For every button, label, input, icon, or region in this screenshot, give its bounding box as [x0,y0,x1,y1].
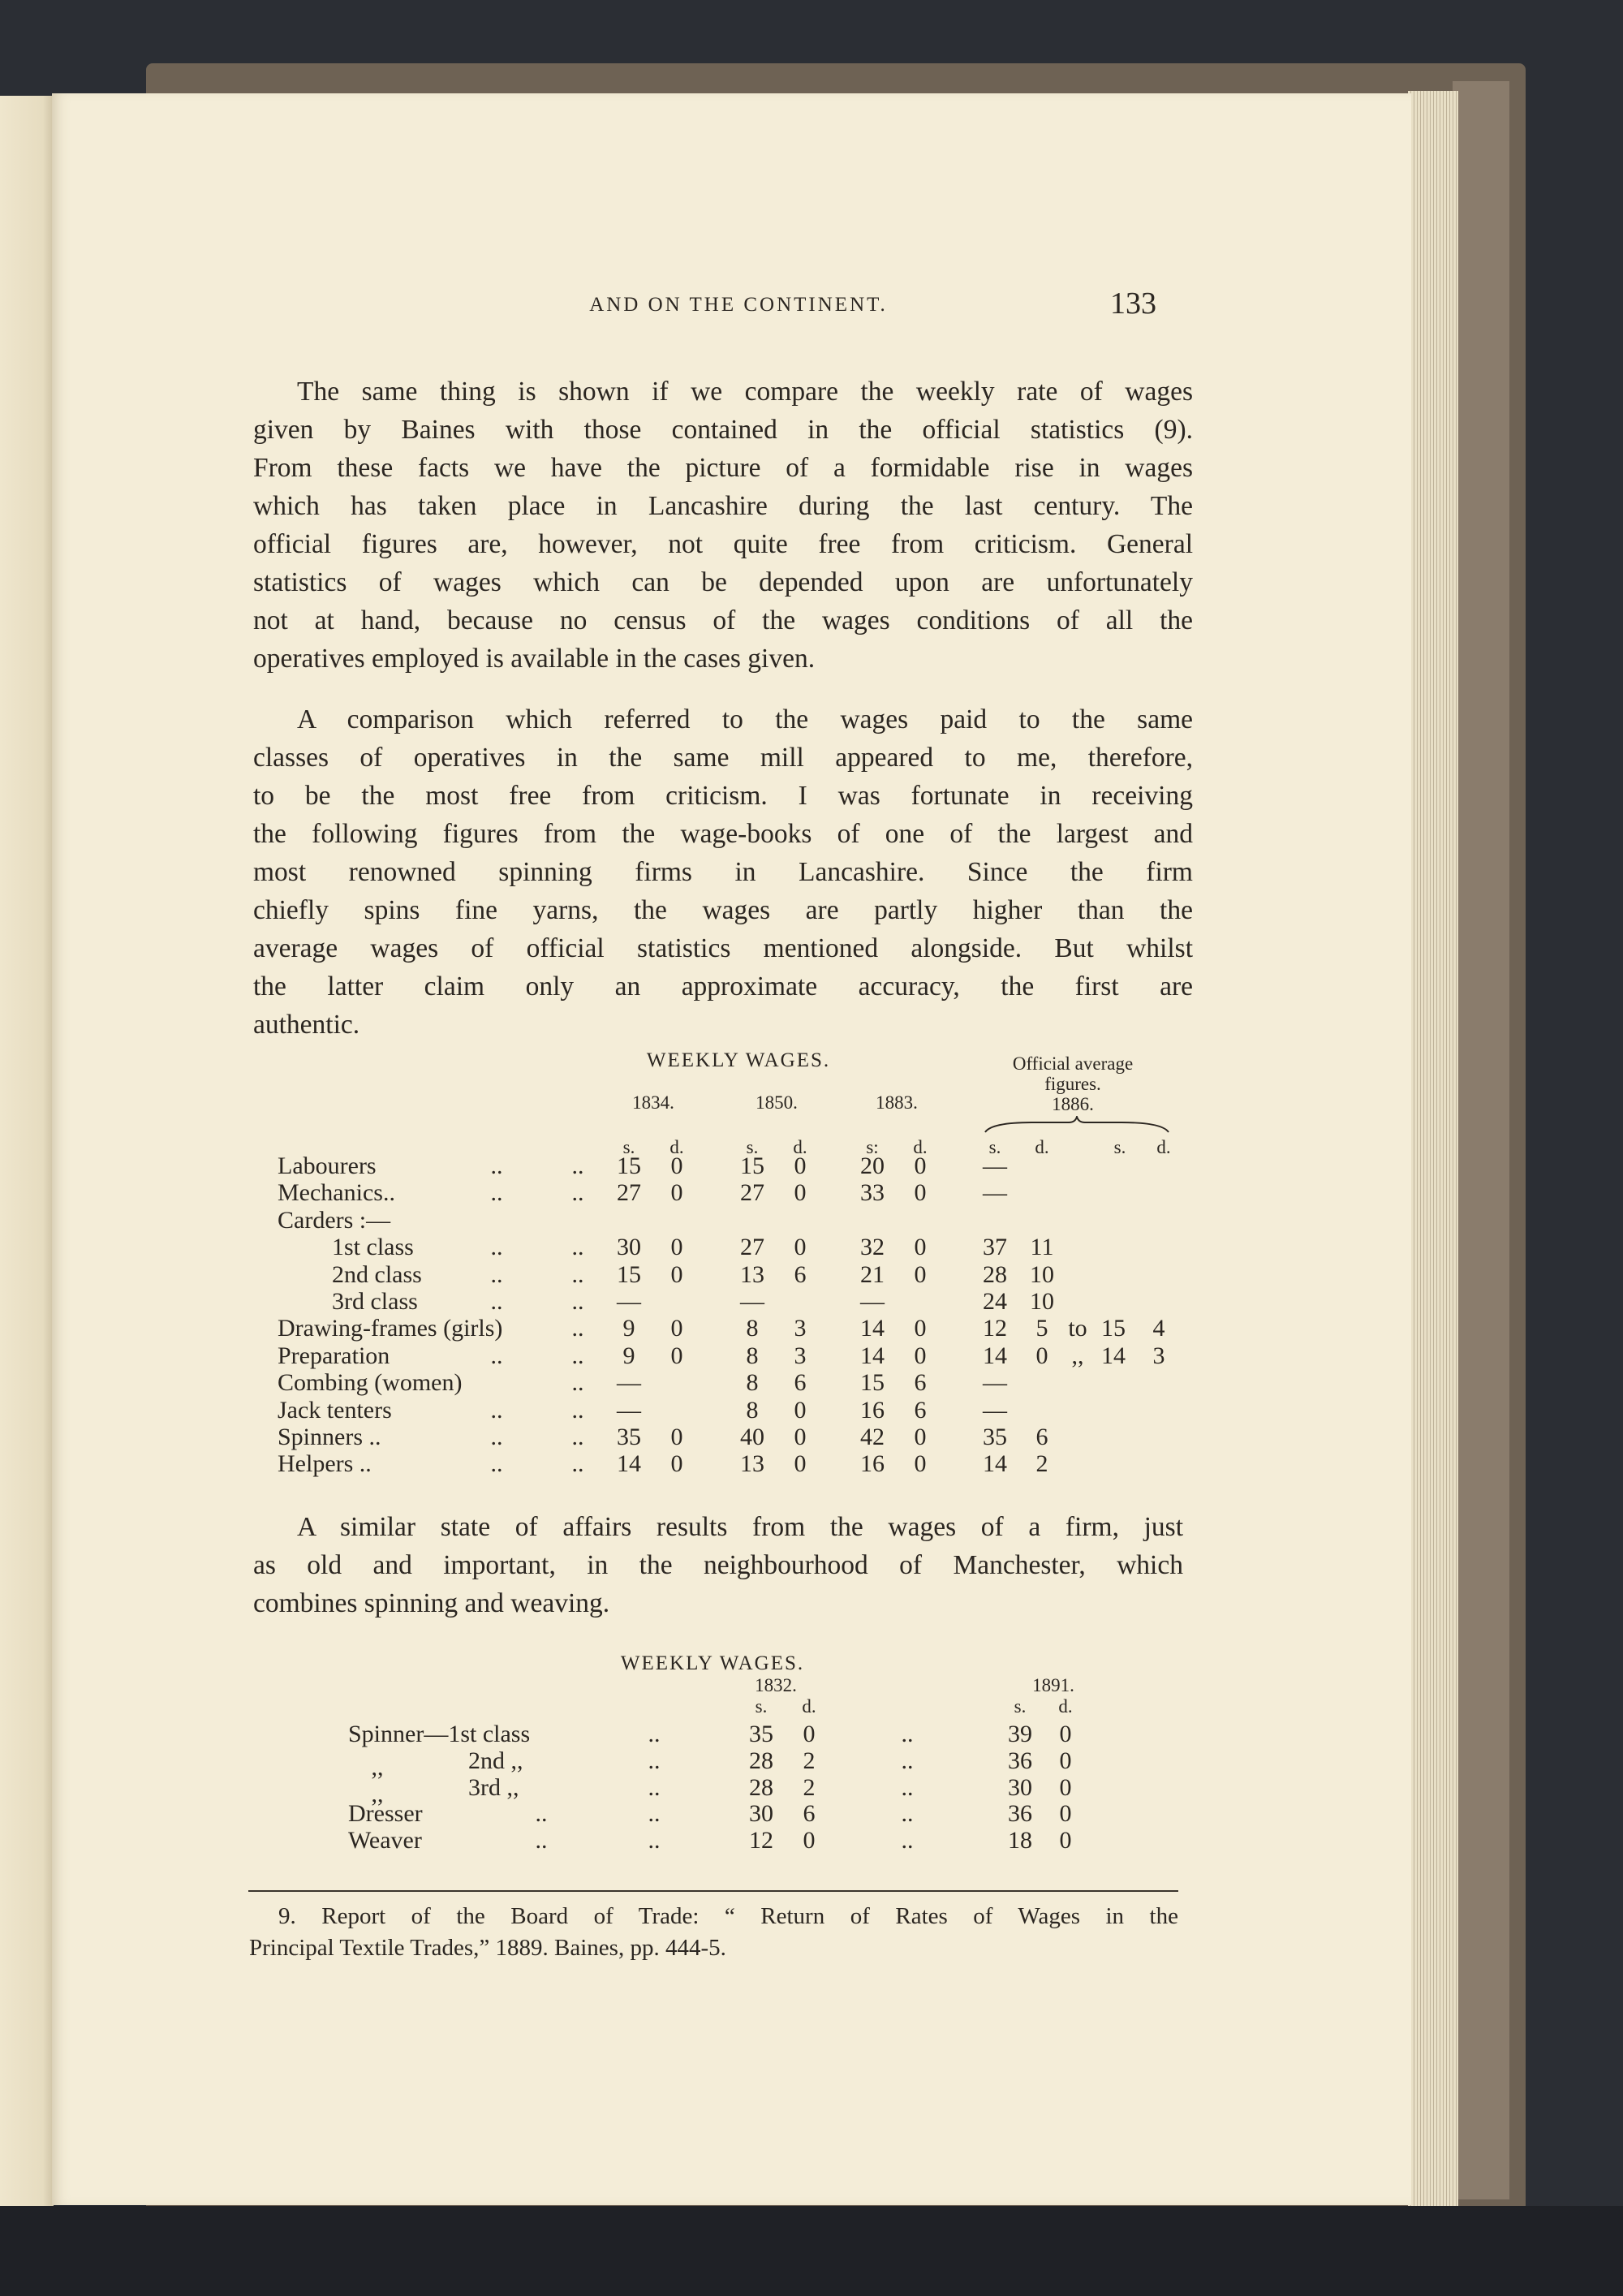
leader-dots: .. [901,1721,914,1747]
wage-value: 0 [914,1260,927,1288]
wage-value: 40 [740,1424,764,1450]
wage-value: 6 [1035,1424,1048,1450]
row-label: Carders :— [278,1206,391,1234]
wage-value: 30 [749,1800,773,1828]
wage-value: 14 [617,1450,641,1478]
wage-value: 21 [860,1260,885,1288]
wage-value: 8 [746,1315,759,1342]
leader-dots: .. [490,1396,503,1424]
wage-value: 18 [1008,1827,1032,1854]
footnote-line: Principal Textile Trades,” 1889. Baines, pp. 444-5. [249,1935,726,1961]
wage-value: — [617,1369,641,1397]
wage-value: 20 [860,1152,885,1179]
wage-value: 28 [749,1773,773,1801]
wage-value: — [983,1369,1007,1397]
wage-value: 11 [1030,1234,1054,1261]
wage-value: 3 [794,1315,807,1342]
paragraph-line: classes of operatives in the same mill appeared to me, therefore, [253,743,1193,773]
official-title: Official average [1012,1053,1134,1074]
year-header: 1850. [756,1092,798,1113]
wage-value: 16 [860,1450,885,1478]
paragraph-line: most renowned spinning firms in Lancashire. Since the firm [253,857,1193,887]
wage-value: 8 [746,1396,759,1424]
official-title-2: figures. [1044,1074,1101,1094]
leader-dots: .. [648,1827,661,1854]
unit-header: d. [802,1696,816,1717]
leader-dots: .. [648,1773,661,1801]
leader-dots: .. [490,1260,503,1288]
paragraph-line: official figures are, however, not quite free from criticism. General [253,529,1193,559]
leader-dots: .. [490,1288,503,1315]
year-header: 1883. [876,1092,918,1113]
year-header: 1891. [1032,1675,1074,1695]
wage-value: 0 [803,1827,816,1854]
wage-value: 0 [794,1450,807,1478]
wage-value: 27 [740,1179,764,1207]
leader-dots: .. [490,1152,503,1179]
wage-value: 32 [860,1234,885,1261]
wage-value: ,, [1071,1342,1084,1369]
leader-dots: .. [648,1800,661,1828]
paragraph [253,700,1193,1044]
wage-value: 0 [794,1179,807,1207]
wage-value: 36 [1008,1800,1032,1828]
unit-header: s. [988,1137,1001,1157]
left-page-sliver [0,96,54,2206]
row-label: Jack tenters [278,1396,392,1424]
wage-value: 14 [983,1450,1007,1478]
wage-value: — [617,1396,641,1424]
paragraph [253,373,1193,678]
running-head: AND ON THE CONTINENT. [589,294,888,316]
wage-value: 5 [1035,1315,1048,1342]
paragraph-line: operatives employed is available in the cases given. [253,644,816,674]
leader-dots: .. [571,1288,584,1315]
ditto-mark: ,, [371,1753,384,1781]
wage-value: 6 [803,1800,816,1828]
row-label: 3rd ,, [468,1773,519,1801]
leader-dots: .. [901,1800,914,1828]
wage-value: 0 [794,1234,807,1261]
leader-dots: .. [571,1152,584,1179]
wage-value: 13 [740,1450,764,1478]
leader-dots: .. [901,1773,914,1801]
wage-value: 14 [860,1342,885,1369]
paragraph-line: A comparison which referred to the wages paid to the same [297,704,1193,734]
paragraph [253,1508,1183,1622]
wage-value: to [1068,1315,1087,1342]
wage-value: — [983,1179,1007,1207]
row-label: Drawing-frames (girls) [278,1315,503,1342]
book-cover-edge [1453,81,1509,2199]
leader-dots: .. [571,1369,584,1397]
paragraph-line: to be the most free from criticism. I was fortunate in receiving [253,781,1193,811]
page-edges [1408,91,1458,2211]
wage-value: 14 [860,1315,885,1342]
wage-value: 35 [617,1424,641,1450]
wage-value: 0 [670,1179,683,1207]
paragraph-line: the latter claim only an approximate accuracy, the first are [253,971,1193,1002]
paragraph-line: From these facts we have the picture of a formidable rise in wages [253,453,1193,483]
wage-value: 39 [1008,1721,1032,1747]
wage-value: 0 [670,1342,683,1369]
wage-value: 0 [670,1234,683,1261]
row-label: Spinners .. [278,1424,381,1450]
row-label: Helpers .. [278,1450,372,1478]
leader-dots: .. [571,1396,584,1424]
wage-value: 0 [914,1342,927,1369]
footnote-line: 9. Report of the Board of Trade: “ Return of Rates of Wages in the [278,1903,1178,1929]
unit-header: d. [669,1137,684,1157]
wage-value: 36 [1008,1747,1032,1774]
wage-value: 3 [794,1342,807,1369]
wage-value: 12 [983,1315,1007,1342]
wage-value: — [983,1152,1007,1179]
wage-value: 0 [1035,1342,1048,1369]
wage-value: 0 [914,1424,927,1450]
leader-dots: .. [571,1342,584,1369]
wage-value: 0 [670,1152,683,1179]
ditto-mark: ,, [371,1780,384,1807]
wage-value: 2 [1035,1450,1048,1478]
paragraph-line: authentic. [253,1010,360,1040]
wage-value: — [860,1288,885,1315]
wage-value: 33 [860,1179,885,1207]
wage-value: 0 [794,1152,807,1179]
unit-header: s. [1014,1696,1027,1717]
wage-value: 4 [1152,1315,1165,1342]
wage-value: 6 [794,1260,807,1288]
wage-value: 28 [749,1747,773,1774]
leader-dots: .. [535,1800,548,1828]
leader-dots: .. [571,1179,584,1207]
paragraph-line: given by Baines with those contained in the official statistics (9). [253,415,1193,445]
leader-dots: .. [901,1827,914,1854]
leader-dots: .. [571,1424,584,1450]
wage-value: 30 [617,1234,641,1261]
unit-header: s. [755,1696,768,1717]
wage-value: — [983,1396,1007,1424]
paragraph-line: The same thing is shown if we compare the weekly rate of wages [297,377,1193,407]
wage-value: 27 [740,1234,764,1261]
wage-value: 6 [914,1369,927,1397]
wage-value: 0 [914,1450,927,1478]
wage-value: 13 [740,1260,764,1288]
paragraph-line: not at hand, because no census of the wages conditions of all the [253,605,1193,635]
wage-value: 0 [914,1152,927,1179]
wage-value: 2 [803,1747,816,1774]
paragraph-line: which has taken place in Lancashire during the last century. The [253,491,1193,521]
paragraph-line: as old and important, in the neighbourhood of Manchester, which [253,1550,1183,1580]
wage-value: 15 [617,1152,641,1179]
wage-value: 0 [914,1179,927,1207]
row-label: Mechanics.. [278,1179,395,1207]
leader-dots: .. [901,1747,914,1774]
unit-header: d. [793,1137,807,1157]
wage-value: 0 [1059,1800,1072,1828]
leader-dots: .. [490,1342,503,1369]
row-label: Labourers [278,1152,377,1179]
wage-value: 0 [670,1450,683,1478]
wage-value: 8 [746,1342,759,1369]
wage-value: 0 [670,1315,683,1342]
row-label: Dresser [348,1800,423,1828]
leader-dots: .. [535,1827,548,1854]
wage-value: 16 [860,1396,885,1424]
wage-value: 6 [914,1396,927,1424]
wage-value: 15 [617,1260,641,1288]
year-header: 1832. [755,1675,797,1695]
row-label: Weaver [348,1827,422,1854]
row-label: Combing (women) [278,1369,463,1397]
wage-value: 0 [1059,1773,1072,1801]
row-label: 2nd class [332,1260,422,1288]
paragraph-line: average wages of official statistics mentioned alongside. But whilst [253,933,1193,963]
wage-value: 14 [1101,1342,1126,1369]
wage-value: 24 [983,1288,1007,1315]
wage-value: 15 [740,1152,764,1179]
unit-header: s. [746,1137,759,1157]
leader-dots: .. [571,1260,584,1288]
wage-value: 8 [746,1369,759,1397]
leader-dots: .. [648,1747,661,1774]
row-label: Preparation [278,1342,390,1369]
table1-title: WEEKLY WAGES. [646,1049,831,1071]
wage-value: 0 [914,1234,927,1261]
wage-value: 0 [803,1721,816,1747]
wage-value: 0 [1059,1721,1072,1747]
year-header: 1834. [632,1092,674,1113]
row-label: 3rd class [332,1288,418,1315]
wage-value: 12 [749,1827,773,1854]
unit-header: s: [866,1137,879,1157]
wage-value: 35 [983,1424,1007,1450]
leader-dots: .. [571,1450,584,1478]
wage-value: 27 [617,1179,641,1207]
unit-header: d. [1156,1137,1171,1157]
wage-value: 6 [794,1369,807,1397]
wage-value: 0 [794,1396,807,1424]
wage-value: 10 [1030,1288,1054,1315]
leader-dots: .. [571,1315,584,1342]
year-header: 1886. [1052,1094,1094,1114]
unit-header: d. [913,1137,928,1157]
row-label: 2nd ,, [468,1747,523,1774]
unit-header: d. [1058,1696,1073,1717]
table2-title: WEEKLY WAGES. [620,1652,805,1674]
wage-value: 0 [670,1260,683,1288]
row-label: 1st class [332,1234,414,1261]
row-label: Spinner—1st class [348,1721,531,1747]
wage-value: 15 [860,1369,885,1397]
unit-header: s. [1113,1137,1126,1157]
leader-dots: .. [648,1721,661,1747]
wage-value: 14 [983,1342,1007,1369]
unit-header: d. [1035,1137,1049,1157]
wage-value: 0 [1059,1827,1072,1854]
paragraph-line: the following figures from the wage-books of one of the largest and [253,819,1193,849]
leader-dots: .. [490,1179,503,1207]
wage-value: 9 [622,1342,635,1369]
wage-value: 0 [1059,1747,1072,1774]
leader-dots: .. [490,1450,503,1478]
wage-value: 28 [983,1260,1007,1288]
wage-value: 35 [749,1721,773,1747]
footnote [249,1901,1178,1964]
wage-value: 3 [1152,1342,1165,1369]
background-bottom [0,2206,1623,2296]
wage-value: — [740,1288,764,1315]
wage-value: 37 [983,1234,1007,1261]
paragraph-line: statistics of wages which can be depended upon are unfortunately [253,567,1193,597]
leader-dots: .. [571,1234,584,1261]
brace-icon [984,1116,1170,1134]
paragraph-line: combines spinning and weaving. [253,1588,610,1618]
unit-header: s. [622,1137,635,1157]
wage-value: 0 [914,1315,927,1342]
paragraph-line: A similar state of affairs results from the wages of a firm, just [297,1512,1183,1542]
paragraph-line: chiefly spins fine yarns, the wages are partly higher than the [253,895,1193,925]
wage-value: 2 [803,1773,816,1801]
page-number: 133 [1110,286,1156,321]
wage-value: 0 [670,1424,683,1450]
wage-value: 30 [1008,1773,1032,1801]
wage-value: 15 [1101,1315,1126,1342]
wage-value: — [617,1288,641,1315]
wage-value: 9 [622,1315,635,1342]
wage-value: 0 [794,1424,807,1450]
leader-dots: .. [490,1424,503,1450]
footnote-divider [248,1890,1178,1892]
wage-value: 42 [860,1424,885,1450]
leader-dots: .. [490,1234,503,1261]
wage-value: 10 [1030,1260,1054,1288]
